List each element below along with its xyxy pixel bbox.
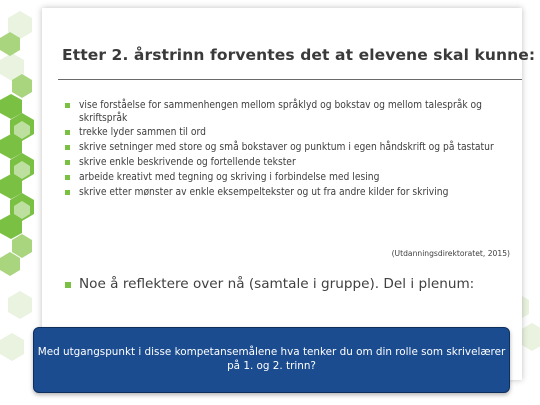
- list-item: [64, 142, 504, 155]
- bullet-square-icon: [65, 175, 70, 180]
- list-item: [64, 127, 504, 140]
- title-divider: [58, 79, 522, 80]
- bullet-square-icon: [65, 103, 70, 108]
- slide-title: Etter 2. årstrinn forventes det at elevene skal kunne:: [62, 46, 536, 64]
- list-item: [64, 172, 504, 185]
- bullet-square-icon: [65, 282, 71, 288]
- callout-text: Med utgangspunkt i disse kompetansemålene hva tenker du om din rolle som skrivelærer på 1. og 2. trinn?: [37, 346, 506, 372]
- list-item: [64, 187, 504, 200]
- list-item-text: skrive etter mønster av enkle eksempeltekster og ut fra andre kilder for skriving: [79, 186, 449, 198]
- list-item: [64, 157, 504, 170]
- reflection-prompt: [64, 276, 519, 292]
- citation: (Utdanningsdirektoratet, 2015): [391, 249, 510, 258]
- bullet-square-icon: [65, 160, 70, 165]
- list-item-text: skrive enkle beskrivende og fortellende tekster: [79, 156, 296, 168]
- list-item-text: skrive setninger med store og små bokstaver og punktum i egen håndskrift og på tastatur: [79, 142, 494, 154]
- bullet-square-icon: [65, 130, 70, 135]
- callout-box: [33, 327, 510, 393]
- list-item: [64, 100, 504, 125]
- bullet-square-icon: [65, 145, 70, 150]
- list-item-text: vise forståelse for sammenhengen mellom språklyd og bokstav og mellom talespråk og skriftspråk: [79, 100, 482, 124]
- bullet-square-icon: [65, 190, 70, 195]
- list-item-text: trekke lyder sammen til ord: [79, 127, 206, 139]
- competence-list: [64, 100, 504, 201]
- list-item-text: arbeide kreativt med tegning og skriving i forbindelse med lesing: [79, 171, 380, 183]
- reflection-prompt-text: Noe å reflektere over nå (samtale i gruppe). Del i plenum:: [79, 276, 475, 292]
